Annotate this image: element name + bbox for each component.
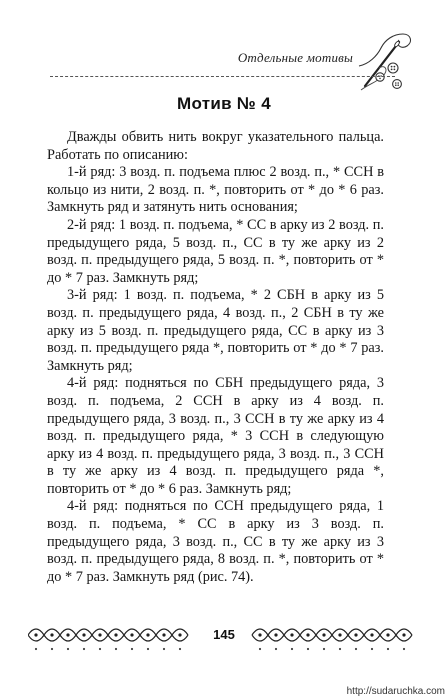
paragraph-row-4b: 4-й ряд: подняться по ССН предыдущего ряда, 1 возд. п. подъема, * СС в арку из 3 возд. п. предыдущего ряда, 3 возд. п., СС в ту же арку из 3 возд. п. предыдущего ряда, 8 возд. п. *, повторить от * до * 7 раз. Замкнуть ряд (рис. 74). [47, 498, 384, 585]
sewing-needle-thread-buttons-icon [355, 28, 415, 93]
page-footer [28, 621, 420, 655]
paragraph-row-1: 1-й ряд: 3 возд. п. подъема плюс 2 возд. п., * ССН в кольцо из нити, 2 возд. п. *, повторить от * до * 6 раз. Замкнуть ряд и затянуть нить основания; [47, 164, 384, 216]
watermark: http://sudaruchka.com [346, 686, 445, 697]
paragraph-row-3: 3-й ряд: 1 возд. п. подъема, * 2 СБН в арку из 5 возд. п. предыдущего ряда, 4 возд. п., 2 СБН в ту же арку из 5 возд. п. предыдущего ряда, СС в арку из 3 возд. п. предыдущего ряда *, повторить от * до * 7 раз. Замкнуть ряд; [47, 287, 384, 374]
page-number-text: 145 [209, 627, 239, 642]
paragraph-row-2: 2-й ряд: 1 возд. п. подъема, * СС в арку из 2 возд. п. предыдущего ряда, 5 возд. п., СС в ту же арку из 2 возд. п. предыдущего ряда, 5 возд. п. *, повторить от * до * 7 раз. Замкнуть ряд; [47, 216, 384, 286]
paragraph-intro: Дважды обвить нить вокруг указательного пальца. Работать по описанию: [47, 129, 384, 163]
body-text [47, 129, 384, 586]
page-header [0, 0, 448, 95]
paragraph-row-4: 4-й ряд: подняться по СБН предыдущего ряда, 3 возд. п. подъема, 2 ССН в арку из 4 возд. п. предыдущего ряда, 3 возд. п., 3 ССН в ту же арку из 4 возд. п. предыдущего ряда, * 3 ССН в следующую арку из 4 возд. п. предыдущего ряда, 3 возд. п., 3 ССН в ту же арку из 4 возд. п. предыдущего ряда *, повторить от * до * 6 раз. Замкнуть ряд; [47, 375, 384, 497]
header-dashed-rule [50, 76, 395, 77]
section-title: Отдельные мотивы [237, 50, 353, 65]
page-number [28, 627, 420, 642]
motif-title: Мотив № 4 [177, 94, 271, 113]
